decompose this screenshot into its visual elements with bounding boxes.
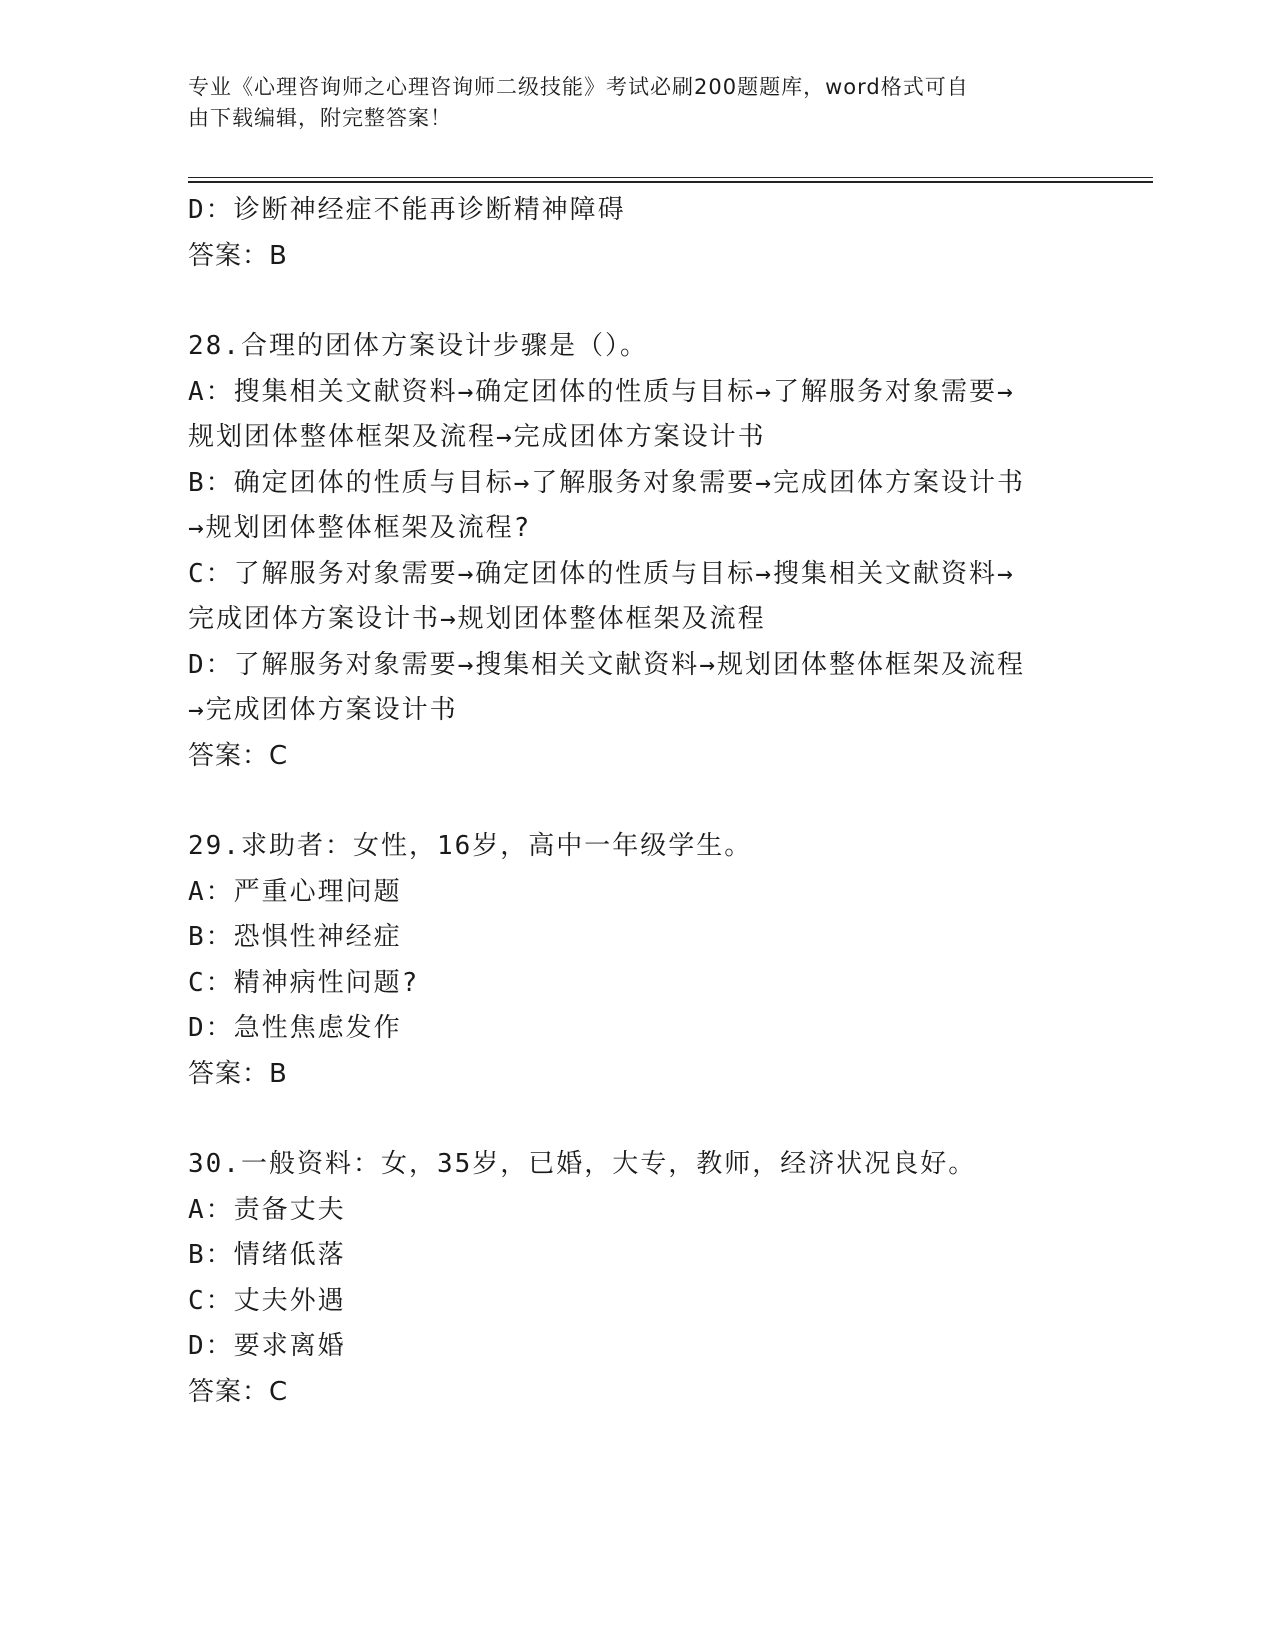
q29-option-d: D：急性焦虑发作	[188, 1013, 402, 1043]
header-line-2: 由下载编辑，附完整答案！	[188, 106, 452, 130]
q29-option-a: A：严重心理问题	[188, 876, 402, 907]
prev-answer: 答案：B	[188, 240, 288, 271]
q28-option-d: D：了解服务对象需要→搜集相关文献资料→规划团体整体框架及流程	[188, 649, 1025, 680]
q29-answer: 答案：B	[188, 1058, 288, 1089]
prev-option-d: D：诊断神经症不能再诊断精神障碍	[188, 195, 626, 225]
q29-option-b: B：恐惧性神经症	[188, 922, 402, 952]
header-divider-thin	[188, 177, 1153, 178]
question-content	[188, 188, 1088, 1415]
q29-stem: 29.求助者：女性，16岁，高中一年级学生。	[188, 831, 753, 861]
q28-option-a: A：搜集相关文献资料→确定团体的性质与目标→了解服务对象需要→	[188, 376, 1015, 407]
q28-option-b: B：确定团体的性质与目标→了解服务对象需要→完成团体方案设计书	[188, 467, 1025, 498]
document-header	[188, 72, 1068, 134]
q28-option-c: C：了解服务对象需要→确定团体的性质与目标→搜集相关文献资料→	[188, 558, 1015, 589]
q28-option-a-cont: 规划团体整体框架及流程→完成团体方案设计书	[188, 422, 766, 452]
q30-stem: 30.一般资料：女，35岁，已婚，大专，教师，经济状况良好。	[188, 1149, 977, 1179]
q29-option-c: C：精神病性问题?	[188, 967, 420, 998]
q28-answer: 答案：C	[188, 740, 289, 771]
q30-option-c: C：丈夫外遇	[188, 1285, 346, 1316]
header-line-1: 专业《心理咨询师之心理咨询师二级技能》考试必刷200题题库，word格式可自	[188, 75, 969, 99]
q30-option-b: B：情绪低落	[188, 1240, 346, 1270]
q28-option-b-cont: →规划团体整体框架及流程?	[188, 513, 532, 543]
q30-option-a: A：责备丈夫	[188, 1194, 346, 1225]
q28-option-c-cont: 完成团体方案设计书→规划团体整体框架及流程	[188, 604, 766, 634]
q28-stem: 28.合理的团体方案设计步骤是（）。	[188, 331, 648, 361]
q30-option-d: D：要求离婚	[188, 1331, 346, 1361]
header-divider-thick	[188, 181, 1153, 183]
q30-answer: 答案：C	[188, 1376, 289, 1407]
q28-option-d-cont: →完成团体方案设计书	[188, 695, 458, 725]
